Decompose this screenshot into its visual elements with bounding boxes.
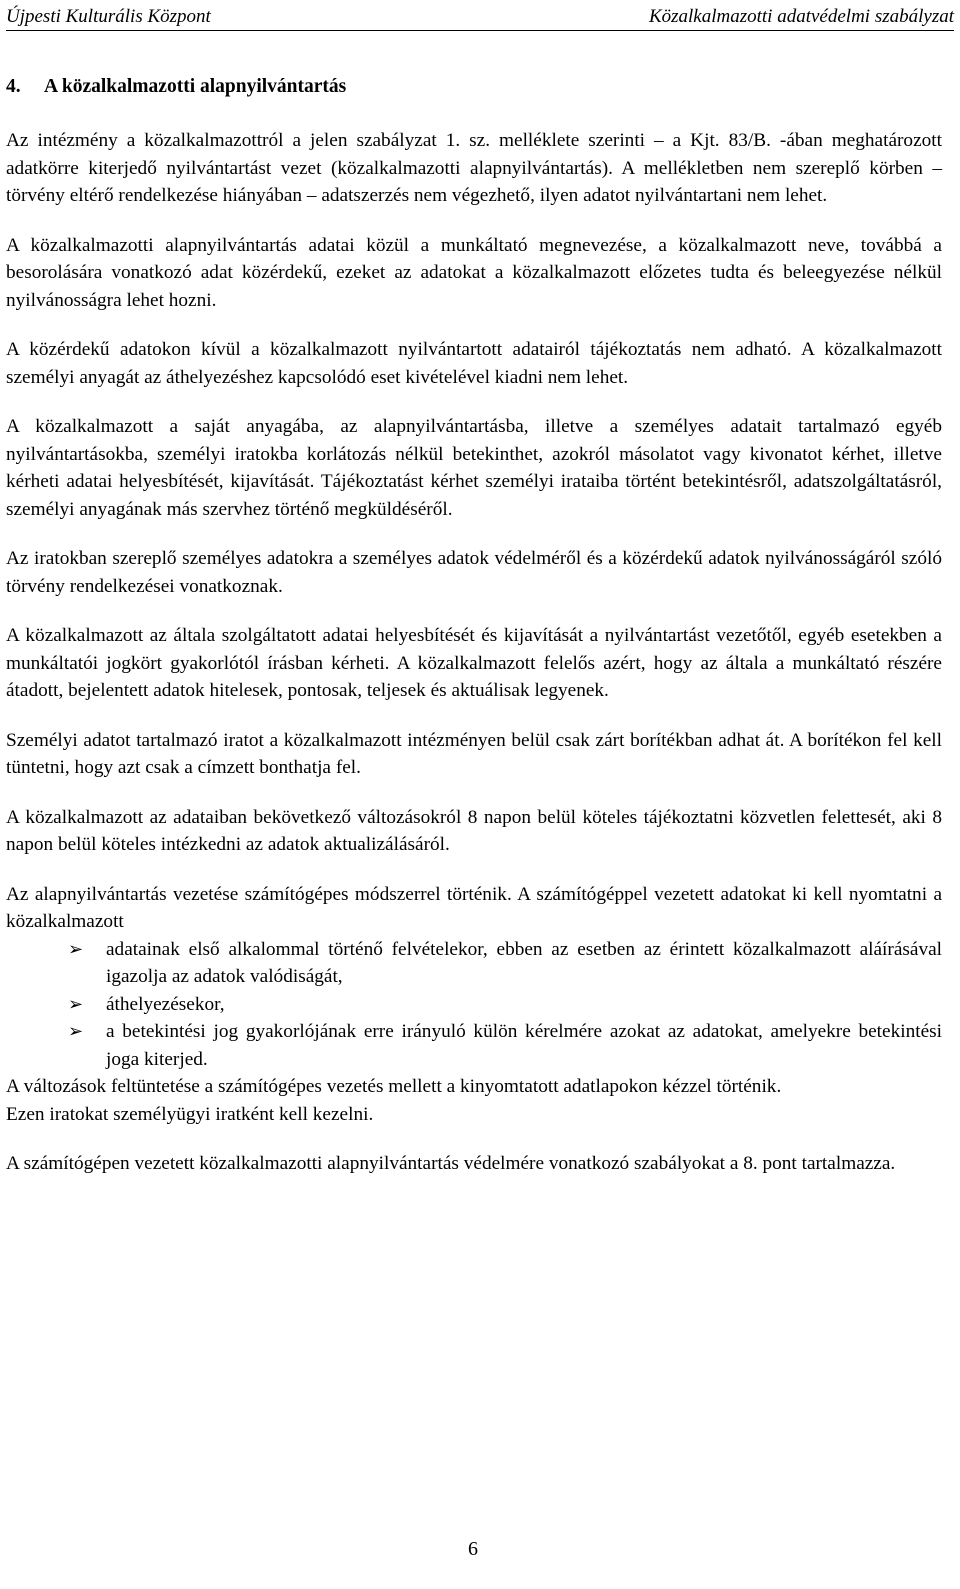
header-organization: Újpesti Kulturális Központ	[6, 6, 211, 27]
list-item-text: áthelyezésekor,	[106, 993, 225, 1015]
arrowhead-bullet-icon: ➢	[68, 993, 84, 1014]
page-number: 6	[468, 1538, 478, 1560]
arrowhead-bullet-icon: ➢	[68, 938, 84, 959]
paragraph: A közalkalmazott az általa szolgáltatott adatai helyesbítését és kijavítását a nyilvántartást vezetőtől, egyéb esetekben a munkáltatói jogkört gyakorlótól írásban kérheti. A közalkalmazott felelős azért, hogy az általa a munkáltató részére átadott, bejelentett adatok hitelesek, pontosak, teljesek és aktuálisak legyenek.	[6, 625, 942, 701]
section-number: 4.	[6, 76, 21, 97]
list-item	[6, 991, 942, 1019]
document-body	[6, 73, 942, 1200]
paragraph: A közalkalmazott az adataiban bekövetkező változásokról 8 napon belül köteles tájékoztatni közvetlen felettesét, aki 8 napon belül köteles intézkedni az adatok aktualizálásáról.	[6, 806, 942, 855]
page-header	[6, 4, 954, 31]
paragraph: Személyi adatot tartalmazó iratot a közalkalmazott intézményen belül csak zárt borítékban adhat át. A borítékon fel kell tüntetni, hogy azt csak a címzett bonthatja fel.	[6, 729, 942, 778]
arrowhead-bullet-icon: ➢	[68, 1021, 84, 1041]
section-heading	[6, 73, 942, 101]
paragraph: A közalkalmazotti alapnyilvántartás adatai közül a munkáltató megnevezése, a közalkalmazott neve, továbbá a besorolására vonatkozó adat közérdekű, ezeket az adatokat a közalkalmazott előzetes tudta és beleegyezése nélkül nyilvánosságra lehet hozni.	[6, 234, 942, 311]
paragraph: A változások feltüntetése a számítógépes vezetés mellett a kinyomtatott adatlapokon kézzel történik.	[6, 1076, 782, 1097]
paragraph: Ezen iratokat személyügyi iratként kell kezelni.	[6, 1103, 374, 1125]
header-document-title: Közalkalmazotti adatvédelmi szabályzat	[648, 6, 954, 27]
section-title: A közalkalmazotti alapnyilvántartás	[44, 76, 347, 97]
paragraph: A közalkalmazott a saját anyagába, az alapnyilvántartásba, illetve a személyes adatait tartalmazó egyéb nyilvántartásokba, személyi iratokba korlátozás nélkül betekinthet, azokról másolatot vagy kivonatot kérhet, illetve kérheti adatai helyesbítését, kijavítását. Tájékoztatást kérhet személyi irataiba történt betekintésről, adatszolgáltatásról, személyi anyagának más szervhez történő megküldéséről.	[6, 416, 942, 520]
bullet-list	[6, 936, 942, 1074]
closing-paragraph: A számítógépen vezetett közalkalmazotti alapnyilvántartás védelmére vonatkozó szabályokat a 8. pont tartalmazza.	[6, 1153, 896, 1174]
list-item	[6, 1018, 942, 1073]
list-intro: Az alapnyilvántartás vezetése számítógépes módszerrel történik. A számítógéppel vezetett adatokat ki kell nyomtatni a közalkalmazott	[6, 883, 942, 932]
paragraph: Az iratokban szereplő személyes adatokra a személyes adatok védelméről és a közérdekű adatok nyilvánosságáról szóló törvény rendelkezései vonatkoznak.	[6, 548, 942, 597]
list-item-text: a betekintési jog gyakorlójának erre irányuló külön kérelmére azokat az adatokat, amelyekre betekintési joga kiterjed.	[106, 1021, 942, 1070]
list-item	[6, 936, 942, 991]
paragraph: A közérdekű adatokon kívül a közalkalmazott nyilvántartott adatairól tájékoztatás nem adható. A közalkalmazott személyi anyagát az áthelyezéshez kapcsolódó eset kivételével kiadni nem lehet.	[6, 339, 942, 388]
paragraph: Az intézmény a közalkalmazottról a jelen szabályzat 1. sz. melléklete szerinti – a Kjt. 83/B. -ában meghatározott adatkörre kiterjedő nyilvántartást vezet (közalkalmazotti alapnyilvántartás). A mellékletben nem szereplő körben – törvény eltérő rendelkezése hiányában – adatszerzés nem végezhető, ilyen adatot nyilvántartani nem lehet.	[6, 130, 942, 206]
list-item-text: adatainak első alkalommal történő felvételekor, ebben az esetben az érintett közalkalmazott aláírásával igazolja az adatok valódiságát,	[106, 938, 942, 987]
